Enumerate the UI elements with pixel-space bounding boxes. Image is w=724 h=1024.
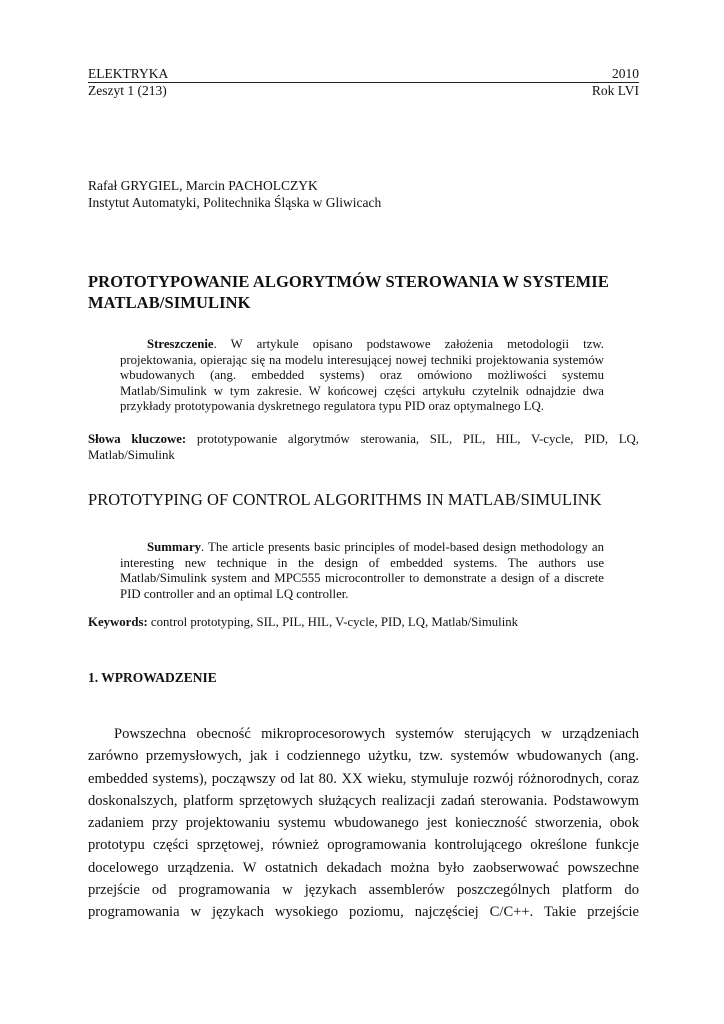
body-paragraph [88, 723, 639, 924]
journal-issue: Zeszyt 1 (213) [88, 83, 167, 98]
keywords-label-polish: Słowa kluczowe: [88, 432, 187, 446]
paper-title-english: PROTOTYPING OF CONTROL ALGORITHMS IN MATLAB/SIMULINK [88, 490, 602, 509]
title-line-1: PROTOTYPOWANIE ALGORYTMÓW STEROWANIA W SYSTEMIE [88, 272, 609, 291]
abstract-text-english: . The article presents basic principles of model-based design methodology an interesting new technique in the design of embedded systems. The authors use Matlab/Simulink system and MPC555 microcontroller to demonstrate a design of a discrete PID controller and an optimal LQ controller. [120, 540, 604, 601]
author-affiliation: Instytut Automatyki, Politechnika Śląska w Gliwicach [88, 195, 382, 210]
running-subheader [88, 83, 639, 99]
keywords-label-english: Keywords: [88, 615, 148, 629]
journal-year: 2010 [612, 66, 639, 81]
paper-title-polish [88, 271, 648, 313]
journal-volume: Rok LVI [591, 83, 639, 98]
journal-name: ELEKTRYKA [88, 66, 169, 81]
body-paragraph-text: Powszechna obecność mikroprocesorowych systemów sterujących w urządzeniach zarówno przemysłowych, jak i codziennego użytku, tzw. systemów wbudowanych (ang. embedded systems), począwszy od lat 80. XX wieku, stymuluje rozwój różnorodnych, coraz doskonalszych, platform sprzętowych służących realizacji zadań sterowania. Podstawowym zadaniem przy projektowaniu systemu wbudowanego jest konieczność stworzenia, obok prototypu części sprzętowej, również oprogramowania kontrolującego określone funkcje docelowego urządzenia. W ostatnich dekadach można było zaobserwować powszechne przejście od programowania w językach assemblerów poszczególnych platform do programowania w językach wysokiego poziomu, najczęściej C/C++. Takie przejście [88, 726, 639, 921]
keywords-text-polish: prototypowanie algorytmów sterowania, SIL, PIL, HIL, V-cycle, PID, LQ, Matlab/Simulink [88, 432, 639, 462]
abstract-english [120, 540, 604, 602]
author-names: Rafał GRYGIEL, Marcin PACHOLCZYK [88, 178, 318, 193]
title-line-2: MATLAB/SIMULINK [88, 293, 251, 312]
abstract-text-polish: . W artykule opisano podstawowe założenia metodologii tzw. projektowania, opierając się na modelu interesującej nowej techniki projektowania systemów wbudowanych (ang. embedded systems) oraz omówiono możliwości systemu Matlab/Simulink w tym zakresie. W końcowej części artykułu czytelnik odnajdzie dwa przykłady prototypowania dyskretnego regulatora typu PID oraz optymalnego LQ. [120, 337, 604, 414]
abstract-polish [120, 337, 604, 415]
keywords-text-english: control prototyping, SIL, PIL, HIL, V-cycle, PID, LQ, Matlab/Simulink [147, 615, 519, 629]
author-block [88, 177, 381, 211]
abstract-label-english: Summary [147, 540, 202, 554]
keywords-polish [88, 432, 639, 463]
section-heading: 1. WPROWADZENIE [88, 670, 217, 685]
abstract-label-polish: Streszczenie [147, 337, 214, 351]
running-header [88, 66, 639, 83]
keywords-english [88, 615, 639, 631]
